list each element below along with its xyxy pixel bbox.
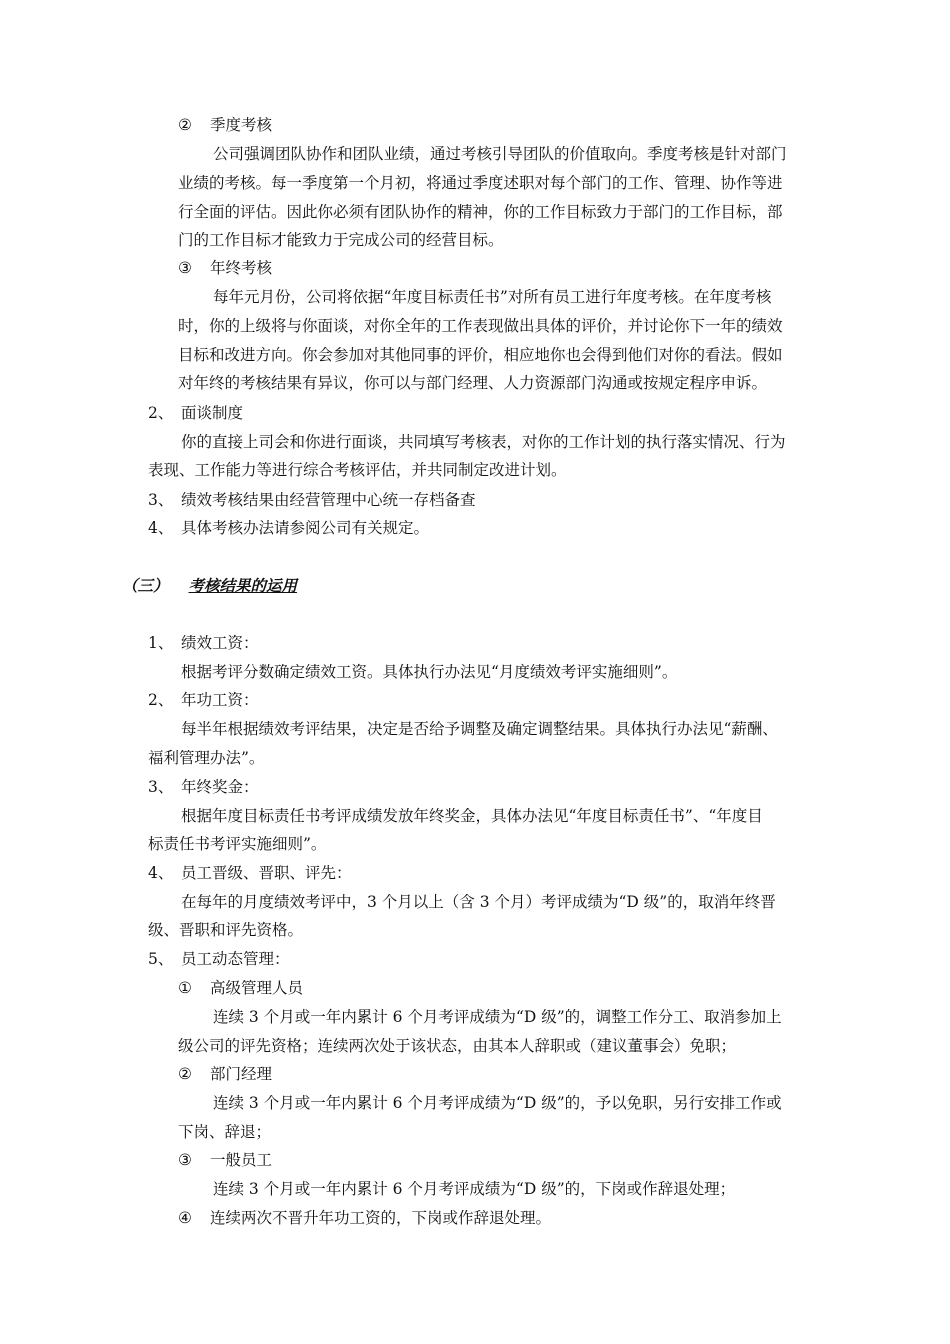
list-item-interview-system: 面谈制度: [181, 404, 244, 422]
paragraph-line: 连续 3 个月或一年内累计 6 个月考评成绩为“D 级”的，予以免职，另行安排工作或: [213, 1094, 782, 1112]
circled-number-2: ②: [178, 1065, 192, 1083]
list-item-no-seniority-raise: 连续两次不晋升年功工资的，下岗或作辞退处理。: [210, 1209, 552, 1227]
subheading-annual-review: 年终考核: [210, 259, 273, 277]
paragraph-line: 标责任书考评实施细则”。: [148, 835, 327, 853]
circled-number-3: ③: [178, 1151, 192, 1169]
subheading-general-staff: 一般员工: [210, 1151, 273, 1169]
list-item-promotion: 员工晋级、晋职、评先：: [181, 864, 352, 882]
circled-number-4: ④: [178, 1209, 192, 1227]
list-number: 4、: [148, 864, 174, 882]
list-item-seniority-pay: 年功工资：: [181, 691, 259, 709]
paragraph-line: 时，你的上级将与你面谈，对你全年的工作表现做出具体的评价，并讨论你下一年的绩效: [178, 317, 783, 335]
circled-number-2: ②: [178, 116, 192, 134]
list-number: 2、: [148, 404, 174, 422]
section-number: （三）: [122, 576, 169, 595]
list-item-refer-rules: 具体考核办法请参阅公司有关规定。: [181, 519, 430, 537]
list-item-archive: 绩效考核结果由经营管理中心统一存档备查: [181, 491, 476, 509]
list-number: 3、: [148, 491, 174, 509]
paragraph-line: 表现、工作能力等进行综合考核评估，并共同制定改进计划。: [148, 461, 567, 479]
paragraph-line: 公司强调团队协作和团队业绩，通过考核引导团队的价值取向。季度考核是针对部门: [213, 145, 787, 163]
section-title: 考核结果的运用: [188, 576, 298, 595]
paragraph-line: 根据考评分数确定绩效工资。具体执行办法见“月度绩效考评实施细则”。: [181, 663, 678, 681]
paragraph-line: 下岗、辞退；: [178, 1123, 272, 1141]
paragraph-line: 门的工作目标才能致力于完成公司的经营目标。: [178, 231, 504, 249]
paragraph-line: 每年元月份，公司将依据“年度目标责任书”对所有员工进行年度考核。在年度考核: [213, 288, 772, 306]
list-number: 1、: [148, 634, 174, 652]
paragraph-line: 福利管理办法”。: [148, 749, 265, 767]
paragraph-line: 连续 3 个月或一年内累计 6 个月考评成绩为“D 级”的，下岗或作辞退处理；: [213, 1180, 736, 1198]
paragraph-line: 在每年的月度绩效考评中，3 个月以上（含 3 个月）考评成绩为“D 级”的，取消年终晋: [181, 893, 776, 911]
list-item-annual-bonus: 年终奖金：: [181, 778, 259, 796]
subheading-quarterly-review: 季度考核: [210, 116, 273, 134]
paragraph-line: 根据年度目标责任书考评成绩发放年终奖金，具体办法见“年度目标责任书”、“年度目: [181, 807, 763, 825]
list-item-dynamic-management: 员工动态管理：: [181, 950, 290, 968]
circled-number-3: ③: [178, 259, 192, 277]
subheading-senior-managers: 高级管理人员: [210, 979, 304, 997]
circled-number-1: ①: [178, 979, 192, 997]
paragraph-line: 级公司的评先资格；连续两次处于该状态，由其本人辞职或（建议董事会）免职；: [178, 1037, 737, 1055]
subheading-department-managers: 部门经理: [210, 1065, 273, 1083]
paragraph-line: 级、晋职和评先资格。: [148, 921, 304, 939]
paragraph-line: 行全面的评估。因此你必须有团队协作的精神，你的工作目标致力于部门的工作目标，部: [178, 203, 783, 221]
paragraph-line: 连续 3 个月或一年内累计 6 个月考评成绩为“D 级”的，调整工作分工、取消参加上: [213, 1008, 782, 1026]
paragraph-line: 你的直接上司会和你进行面谈，共同填写考核表，对你的工作计划的执行落实情况、行为: [181, 433, 786, 451]
list-number: 2、: [148, 691, 174, 709]
paragraph-line: 目标和改进方向。你会参加对其他同事的评价，相应地你也会得到他们对你的看法。假如: [178, 346, 783, 364]
list-number: 3、: [148, 778, 174, 796]
list-number: 5、: [148, 950, 174, 968]
section-heading: [122, 575, 297, 597]
list-item-performance-pay: 绩效工资：: [181, 634, 259, 652]
paragraph-line: 业绩的考核。每一季度第一个月初，将通过季度述职对每个部门的工作、管理、协作等进: [178, 174, 783, 192]
paragraph-line: 对年终的考核结果有异议，你可以与部门经理、人力资源部门沟通或按规定程序申诉。: [178, 374, 768, 392]
list-number: 4、: [148, 519, 174, 537]
paragraph-line: 每半年根据绩效考评结果，决定是否给予调整及确定调整结果。具体执行办法见“薪酬、: [181, 720, 778, 738]
